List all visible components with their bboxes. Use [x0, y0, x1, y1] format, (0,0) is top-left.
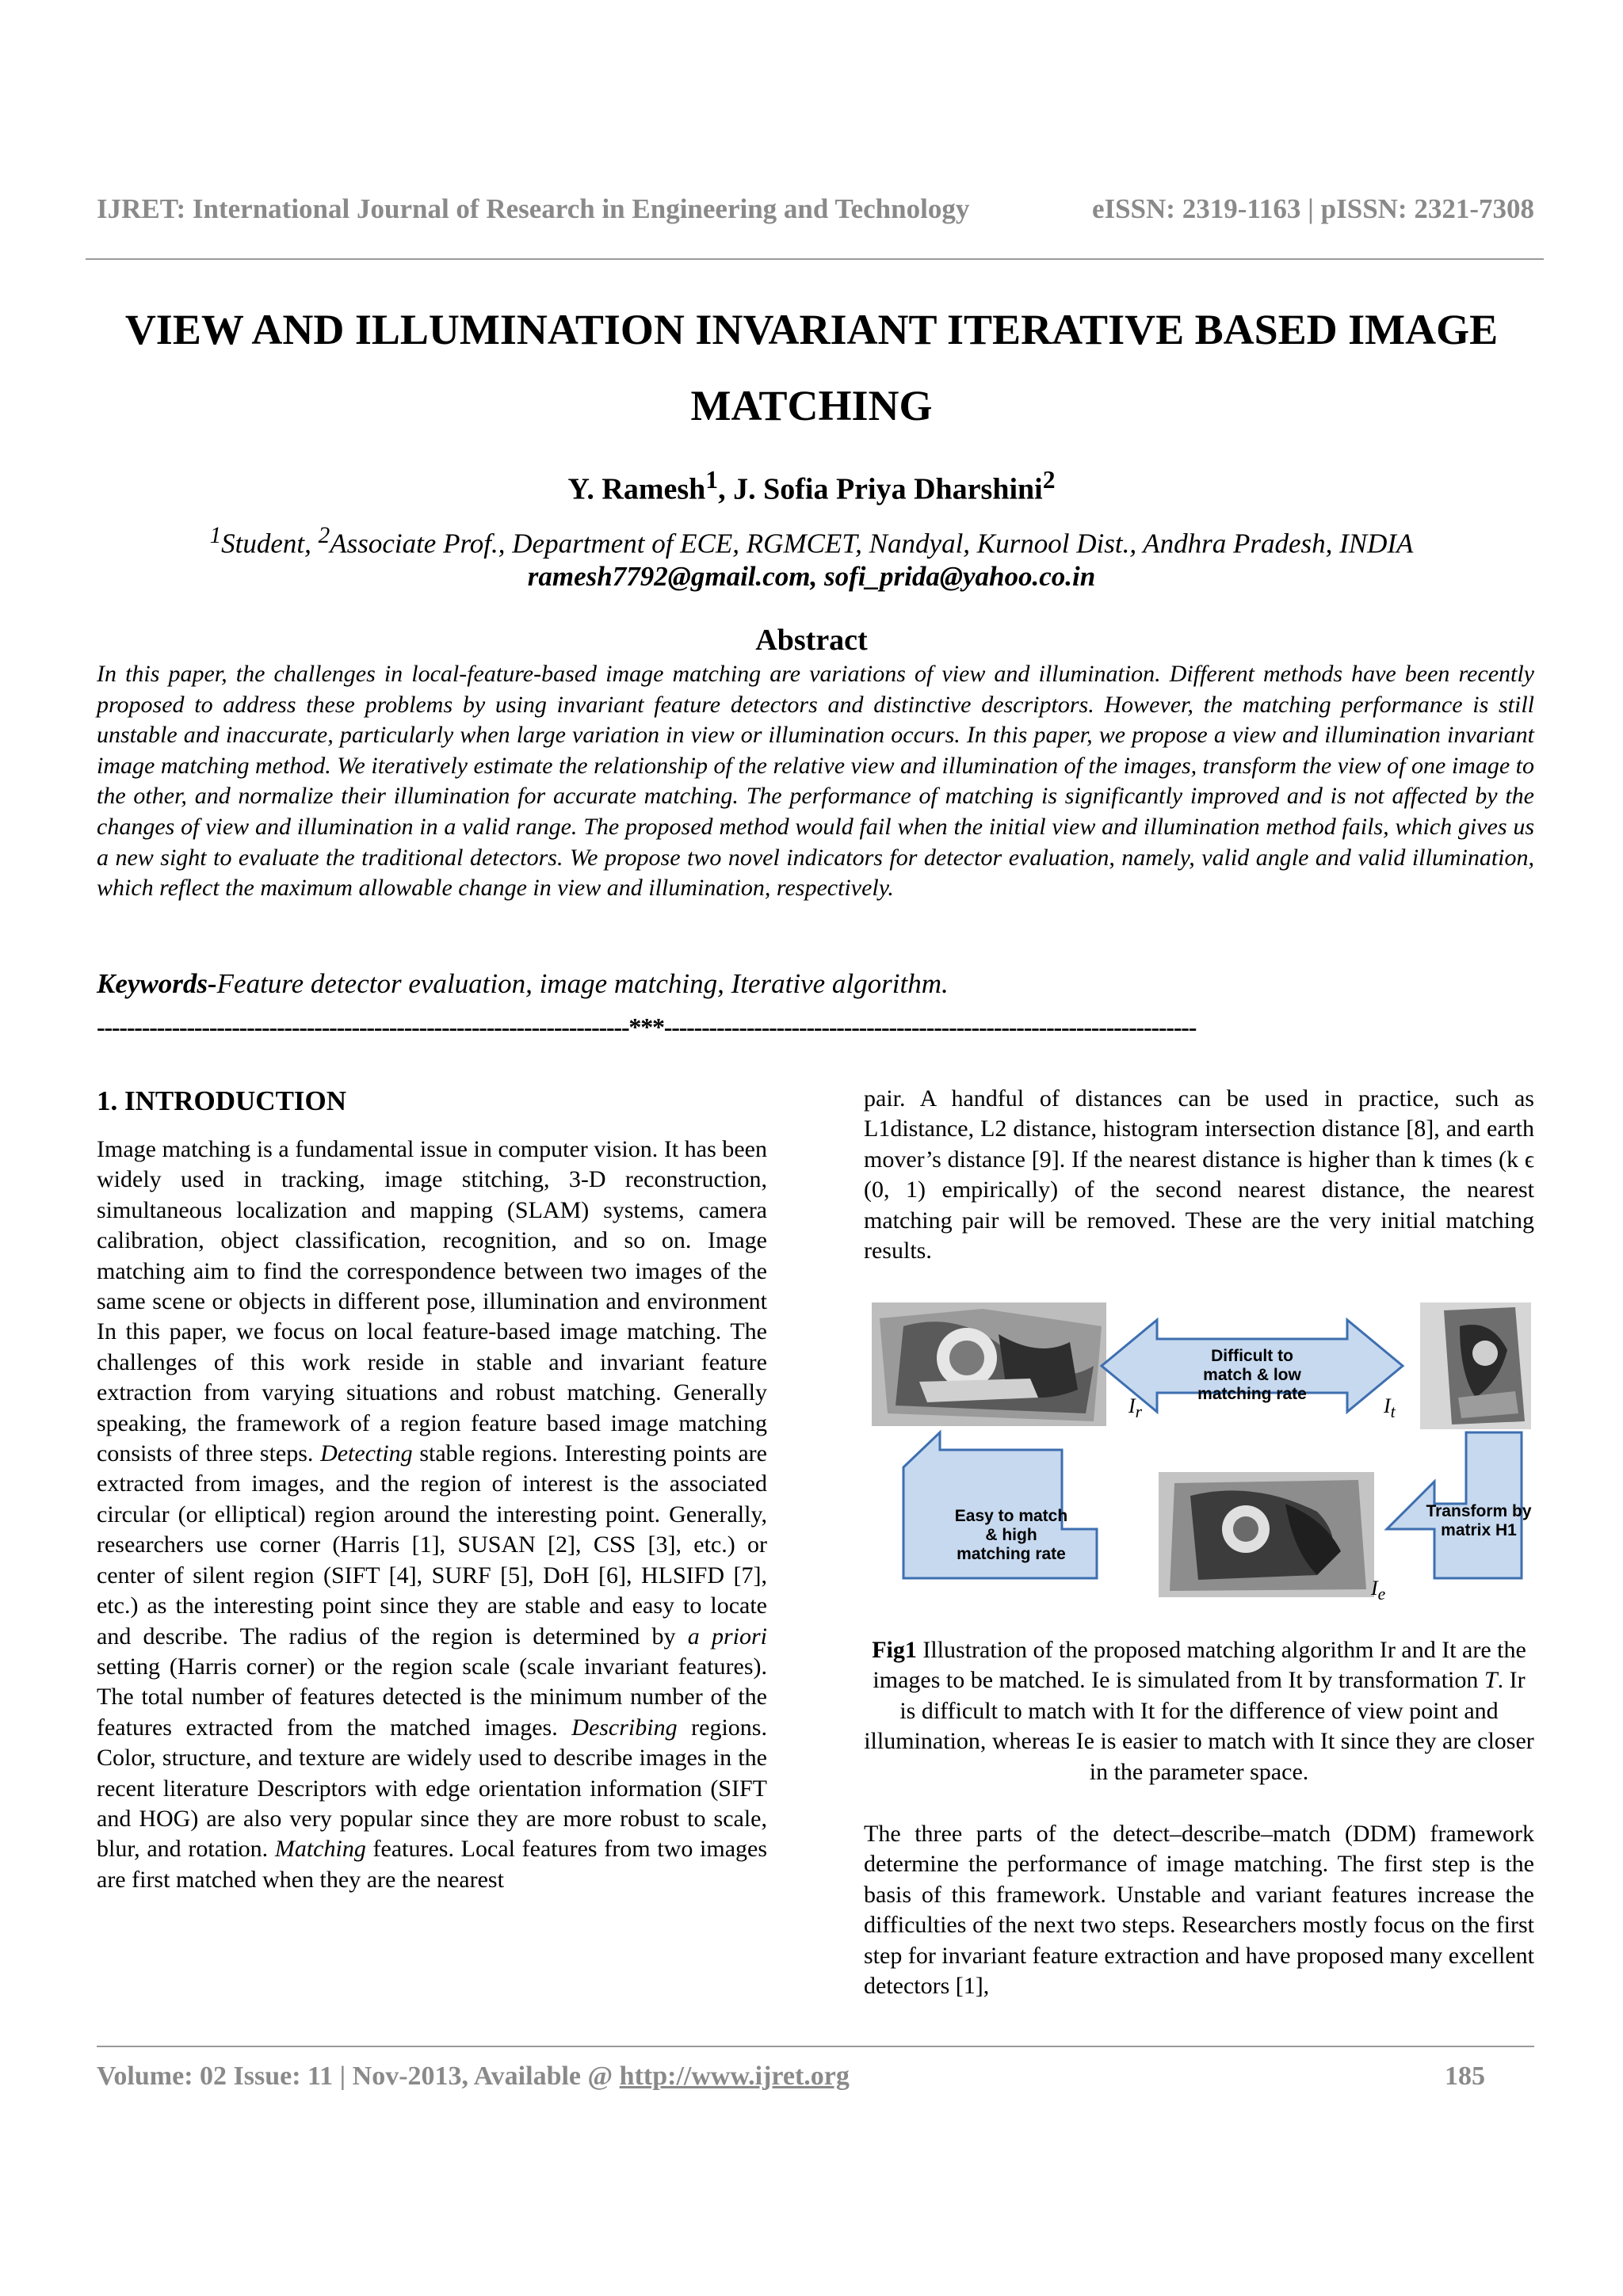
title-line-1: VIEW AND ILLUMINATION INVARIANT ITERATIVE BASED IMAGE — [124, 306, 1499, 353]
intro-text-a: Image matching is a fundamental issue in computer vision. It has been widely used in tracking, image stitching, 3-D reconstruction, simultaneous localization and mapping (SLAM) systems, camera calibration, object classification, recognition, and so on. Image matching aim to find the correspondence between two images of the same scene or objects in different pose, illumination and environment In this paper, we focus on local feature-based image matching. The challenges of this work reside in stable and invariant feature extraction from varying situations and robust matching. Generally speaking, the framework of a region feature based image matching consists of three steps. — [97, 1136, 767, 1467]
intro-text-e: features. Local features from two images are first matched when they are the nearest — [97, 1836, 767, 1893]
intro-right-paragraph-2: The three parts of the detect–describe–match (DDM) framework determine the performance of image matching. The first step is the basis of this framework. Unstable and variant features increase the difficulties of the next two steps. Researchers mostly focus on the first step for invariant feature extraction and have proposed many excellent detectors [1], — [864, 1821, 1534, 2000]
intro-em-matching: Matching — [274, 1836, 366, 1863]
journal-name: IJRET: International Journal of Research in Engineering and Technology — [97, 193, 970, 224]
caption-transform-t: T — [1484, 1667, 1498, 1694]
issn: eISSN: 2319-1163 | pISSN: 2321-7308 — [1091, 193, 1534, 224]
label-ir: $I_r$ — [1128, 1394, 1143, 1422]
affil-rest: Associate Prof., Department of ECE, RGMCET, Nandyal, Kurnool Dist., Andhra Pradesh, INDIA — [330, 528, 1414, 559]
intro-right-paragraph-1: pair. A handful of distances can be used in practice, such as L1distance, L2 distance, histogram intersection distance [8], and earth mover’s distance [9]. If the nearest distance is higher than k times (k ϵ (0, 1) empirically) of the second nearest distance, the nearest matching pair will be removed. These are the very initial matching results. — [864, 1085, 1534, 1264]
author-emails: ramesh7792@gmail.com, sofi_prida@yahoo.co.in — [527, 561, 1096, 592]
arrow-top-line-2: match & low — [1203, 1366, 1301, 1384]
page-number: 185 — [1445, 2061, 1485, 2091]
figure-1 — [864, 1291, 1537, 1608]
caption-text-a: Illustration of the proposed matching algorithm Ir and It are the images to be matched. Ie is simulated from It by transformation — [873, 1637, 1526, 1694]
header-rule — [86, 258, 1544, 260]
arrow-left-line-3: matching rate — [957, 1545, 1066, 1563]
author-1: Y. Ramesh — [567, 472, 706, 506]
arrow-right-line-2: matrix H1 — [1441, 1521, 1517, 1539]
author-2: J. Sofia Priya Dharshini — [733, 472, 1043, 506]
intro-em-apriori: a priori — [687, 1623, 767, 1650]
keywords-text: Feature detector evaluation, image matching, Iterative algorithm. — [216, 968, 949, 999]
caption-text-b: . Ir is difficult to match with It for the difference of view point and illumination, whereas Ie is easier to match with It since they are closer in the parameter space. — [864, 1667, 1534, 1785]
intro-left-column — [97, 1135, 767, 1895]
affil-sup-2: 2 — [318, 523, 330, 548]
author-1-sup: 1 — [705, 466, 719, 494]
caption-label: Fig1 — [872, 1637, 917, 1663]
affil-sup-1: 1 — [209, 523, 222, 548]
abstract-heading: Abstract — [755, 624, 868, 657]
intro-em-detecting: Detecting — [320, 1440, 413, 1467]
intro-paragraph — [97, 1135, 767, 1895]
arrow-transform-left — [1387, 1432, 1532, 1578]
author-separator: , — [718, 472, 734, 506]
affiliation — [87, 523, 1536, 560]
footer-rule — [97, 2046, 1534, 2047]
footer — [97, 2061, 1534, 2092]
paper-title — [87, 292, 1536, 444]
intro-em-describing: Describing — [571, 1714, 678, 1741]
label-it: $I_t$ — [1384, 1394, 1396, 1422]
authors — [87, 466, 1536, 507]
arrow-difficult-double — [1102, 1320, 1403, 1412]
section-divider: -----------------------------------------------------------------------***----------------------------------------------------------------------- — [97, 1013, 1197, 1041]
intro-text-b: stable regions. Interesting points are extracted from images, and the region of interest is the associated circular (or elliptical) region around the interesting point. Generally, researchers use corner (Harris [1], SUSAN [2], CSS [3], etc.) or center of silent region (SIFT [4], SURF [5], DoH [6], HLSIFD [7], etc.) as the interesting point since they are stable and easy to locate and describe. The radius of the region is determined by — [97, 1440, 767, 1650]
intro-text-d: regions. Color, structure, and texture are widely used to describe images in the recent literature Descriptors with edge orientation information (SIFT and HOG) are also very popular since they are more robust to scale, blur, and rotation. — [97, 1714, 767, 1863]
keywords — [97, 968, 1534, 1000]
affil-role-1: Student, — [221, 528, 319, 559]
author-2-sup: 2 — [1042, 466, 1056, 494]
arrow-easy-up — [903, 1432, 1097, 1578]
arrow-left-line-2: & high — [985, 1526, 1037, 1544]
arrow-left-line-1: Easy to match — [954, 1507, 1068, 1525]
title-line-2: MATCHING — [690, 382, 933, 429]
keywords-label: Keywords- — [97, 968, 217, 999]
arrow-right-line-1: Transform by — [1426, 1502, 1532, 1520]
journal-header — [97, 193, 1534, 225]
figure-1-caption — [864, 1635, 1534, 1787]
figure-arrows — [864, 1291, 1537, 1608]
footer-volume: Volume: 02 Issue: 11 | Nov-2013, Available @ — [97, 2061, 620, 2091]
label-ie: $I_e$ — [1371, 1577, 1386, 1604]
section-heading-introduction: 1. INTRODUCTION — [97, 1085, 347, 1116]
abstract-text: In this paper, the challenges in local-feature-based image matching are variations of view and illumination. Different methods have been recently proposed to address these problems by using invariant feature detectors and distinctive descriptors. However, the matching performance is still unstable and inaccurate, particularly when large variation in view or illumination occurs. In this paper, we propose a view and illumination invariant image matching method. We iteratively estimate the relationship of the relative view and illumination of the images, transform the view of one image to the other, and normalize their illumination for accurate matching. The performance of matching is significantly improved and is not affected by the changes of view and illumination in a valid range. The proposed method would fail when the initial view and illumination method fails, which gives us a new sight to evaluate the traditional detectors. We propose two novel indicators for detector evaluation, namely, valid angle and valid illumination, which reflect the maximum allowable change in view and illumination, respectively. — [97, 661, 1534, 902]
arrow-top-line-1: Difficult to — [1211, 1347, 1293, 1365]
footer-link[interactable]: http://www.ijret.org — [619, 2061, 850, 2091]
arrow-top-line-3: matching rate — [1197, 1385, 1307, 1403]
intro-text-c: setting (Harris corner) or the region scale (scale invariant features). The total number of features detected is the minimum number of the features extracted from the matched images. — [97, 1653, 767, 1741]
